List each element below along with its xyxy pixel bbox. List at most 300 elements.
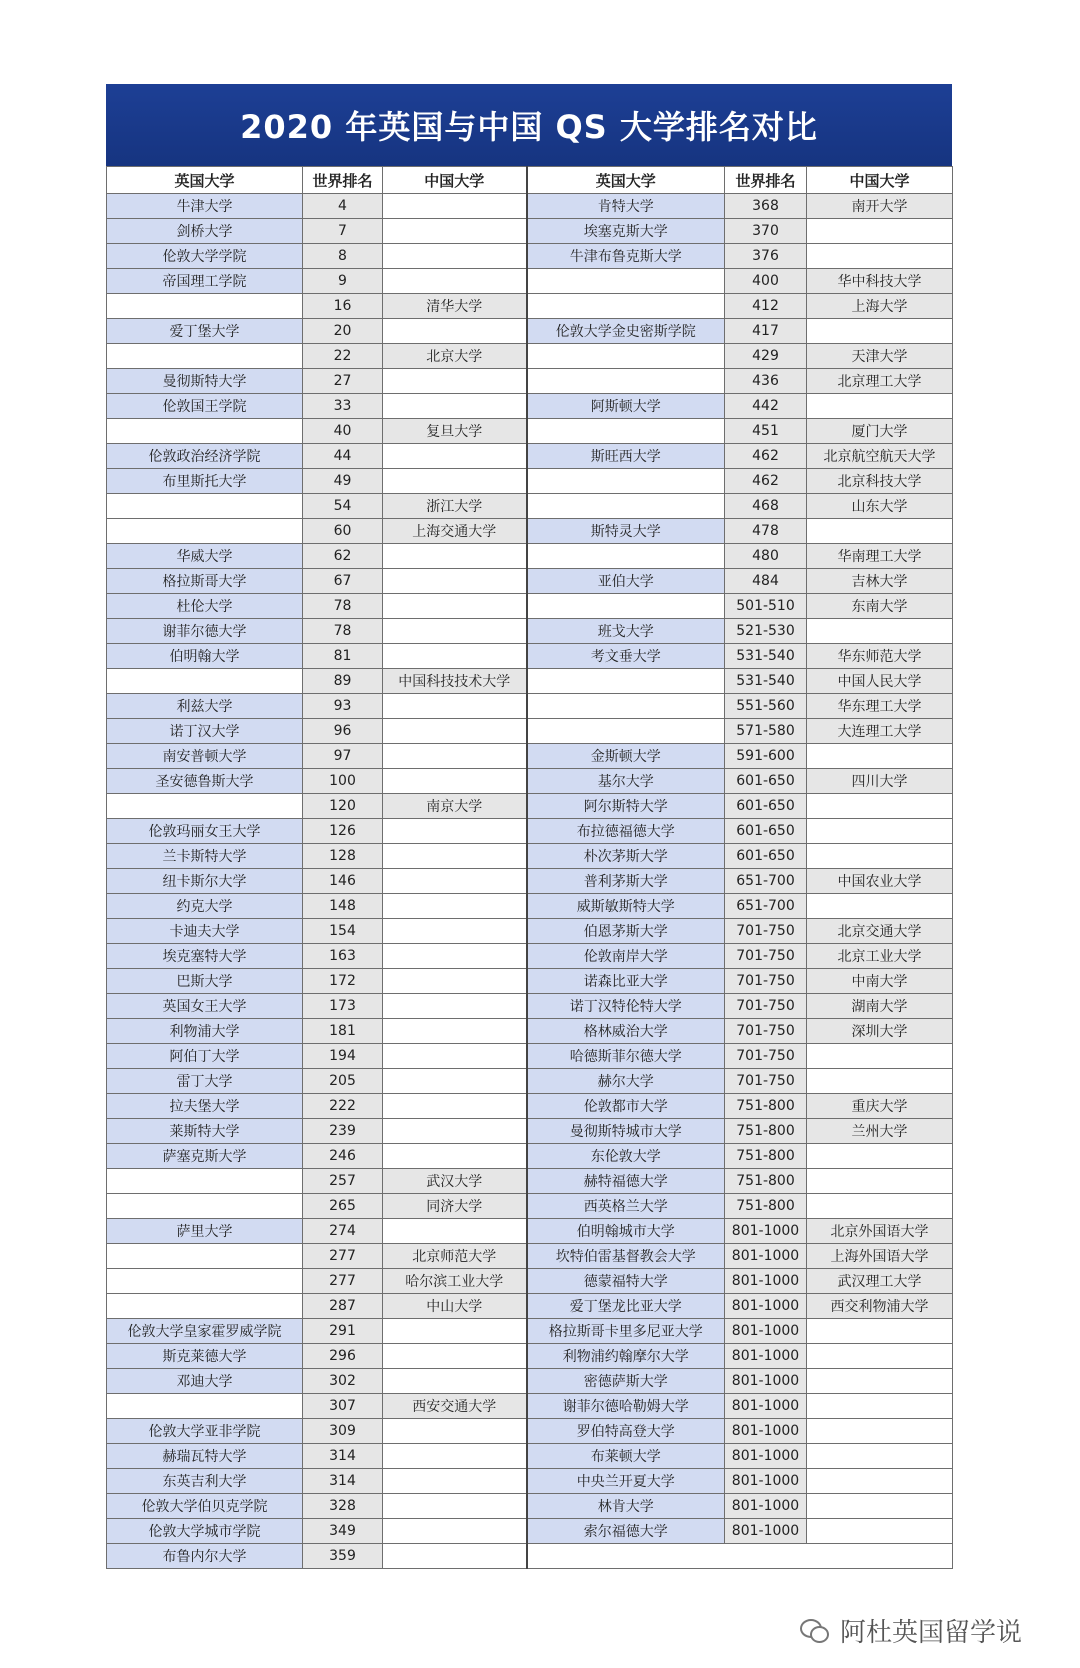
world-rank-cell: 49 [303, 469, 383, 494]
cn-university-cell [383, 369, 527, 394]
table-row [107, 1144, 953, 1169]
world-rank-cell: 20 [303, 319, 383, 344]
cn-university-cell: 北京外国语大学 [807, 1219, 953, 1244]
world-rank-cell: 462 [725, 469, 807, 494]
cn-university-cell: 北京理工大学 [807, 369, 953, 394]
cn-university-cell [807, 319, 953, 344]
world-rank-cell: 7 [303, 219, 383, 244]
uk-university-cell: 中央兰开夏大学 [527, 1469, 725, 1494]
table-body [107, 194, 953, 1569]
cn-university-cell [807, 619, 953, 644]
cn-university-cell: 上海大学 [807, 294, 953, 319]
cn-university-cell [383, 469, 527, 494]
world-rank-cell: 451 [725, 419, 807, 444]
table-row [107, 1444, 953, 1469]
uk-university-cell [107, 1269, 303, 1294]
uk-university-cell: 谢菲尔德哈勒姆大学 [527, 1394, 725, 1419]
uk-university-cell: 阿尔斯特大学 [527, 794, 725, 819]
uk-university-cell: 朴次茅斯大学 [527, 844, 725, 869]
uk-university-cell: 班戈大学 [527, 619, 725, 644]
cn-university-cell: 中国人民大学 [807, 669, 953, 694]
cn-university-cell [383, 819, 527, 844]
cn-university-cell: 华东理工大学 [807, 694, 953, 719]
uk-university-cell [527, 269, 725, 294]
table-row [107, 694, 953, 719]
table-row [107, 469, 953, 494]
world-rank-cell: 8 [303, 244, 383, 269]
world-rank-cell: 801-1000 [725, 1444, 807, 1469]
world-rank-cell: 571-580 [725, 719, 807, 744]
cn-university-cell [807, 1319, 953, 1344]
uk-university-cell: 东英吉利大学 [107, 1469, 303, 1494]
world-rank-cell: 801-1000 [725, 1344, 807, 1369]
table-row [107, 219, 953, 244]
world-rank-cell: 601-650 [725, 819, 807, 844]
uk-university-cell: 埃克塞特大学 [107, 944, 303, 969]
table-row [107, 1219, 953, 1244]
world-rank-cell: 801-1000 [725, 1294, 807, 1319]
world-rank-cell: 429 [725, 344, 807, 369]
world-rank-cell: 751-800 [725, 1169, 807, 1194]
world-rank-cell: 349 [303, 1519, 383, 1544]
table-row [107, 1019, 953, 1044]
world-rank-cell: 751-800 [725, 1119, 807, 1144]
cn-university-cell: 西安交通大学 [383, 1394, 527, 1419]
uk-university-cell: 德蒙福特大学 [527, 1269, 725, 1294]
world-rank-cell: 701-750 [725, 1069, 807, 1094]
uk-university-cell [527, 469, 725, 494]
uk-university-cell: 诺丁汉大学 [107, 719, 303, 744]
table-row [107, 519, 953, 544]
cn-university-cell [807, 1519, 953, 1544]
cn-university-cell [807, 1044, 953, 1069]
cn-university-cell [383, 319, 527, 344]
world-rank-cell: 222 [303, 1094, 383, 1119]
blank-cell [527, 1544, 953, 1569]
table-row [107, 869, 953, 894]
cn-university-cell [383, 944, 527, 969]
world-rank-cell: 400 [725, 269, 807, 294]
wechat-icon [800, 1619, 830, 1643]
uk-university-cell [107, 1294, 303, 1319]
cn-university-cell [807, 394, 953, 419]
table-row [107, 1294, 953, 1319]
cn-university-cell [383, 1069, 527, 1094]
world-rank-cell: 93 [303, 694, 383, 719]
cn-university-cell [807, 1394, 953, 1419]
cn-university-cell [807, 894, 953, 919]
table-row [107, 1394, 953, 1419]
cn-university-cell: 北京师范大学 [383, 1244, 527, 1269]
table-row [107, 1319, 953, 1344]
cn-university-cell [807, 1469, 953, 1494]
uk-university-cell: 亚伯大学 [527, 569, 725, 594]
cn-university-cell [807, 1369, 953, 1394]
world-rank-cell: 67 [303, 569, 383, 594]
cn-university-cell [383, 969, 527, 994]
uk-university-cell [107, 519, 303, 544]
uk-university-cell: 剑桥大学 [107, 219, 303, 244]
cn-university-cell [383, 994, 527, 1019]
world-rank-cell: 309 [303, 1419, 383, 1444]
cn-university-cell [383, 719, 527, 744]
cn-university-cell: 上海交通大学 [383, 519, 527, 544]
world-rank-cell: 265 [303, 1194, 383, 1219]
cn-university-cell: 华中科技大学 [807, 269, 953, 294]
table-row [107, 819, 953, 844]
world-rank-cell: 302 [303, 1369, 383, 1394]
uk-university-cell: 利物浦大学 [107, 1019, 303, 1044]
world-rank-cell: 480 [725, 544, 807, 569]
ranking-table [106, 166, 953, 1569]
uk-university-cell: 西英格兰大学 [527, 1194, 725, 1219]
table-row [107, 344, 953, 369]
cn-university-cell: 天津大学 [807, 344, 953, 369]
table-row [107, 644, 953, 669]
table-row [107, 244, 953, 269]
world-rank-cell: 701-750 [725, 969, 807, 994]
cn-university-cell: 北京航空航天大学 [807, 444, 953, 469]
uk-university-cell: 布莱顿大学 [527, 1444, 725, 1469]
uk-university-cell: 伯恩茅斯大学 [527, 919, 725, 944]
header-world-rank-right: 世界排名 [725, 167, 807, 194]
world-rank-cell: 551-560 [725, 694, 807, 719]
uk-university-cell: 金斯顿大学 [527, 744, 725, 769]
world-rank-cell: 484 [725, 569, 807, 594]
uk-university-cell: 曼彻斯特大学 [107, 369, 303, 394]
table-row [107, 1419, 953, 1444]
cn-university-cell [807, 1069, 953, 1094]
table-row [107, 619, 953, 644]
uk-university-cell [107, 1194, 303, 1219]
uk-university-cell: 拉夫堡大学 [107, 1094, 303, 1119]
uk-university-cell: 雷丁大学 [107, 1069, 303, 1094]
uk-university-cell: 伦敦南岸大学 [527, 944, 725, 969]
uk-university-cell: 曼彻斯特城市大学 [527, 1119, 725, 1144]
cn-university-cell [807, 1344, 953, 1369]
header-cn-university-right: 中国大学 [807, 167, 953, 194]
uk-university-cell: 谢菲尔德大学 [107, 619, 303, 644]
uk-university-cell [107, 494, 303, 519]
world-rank-cell: 531-540 [725, 669, 807, 694]
world-rank-cell: 100 [303, 769, 383, 794]
world-rank-cell: 81 [303, 644, 383, 669]
table-row [107, 1469, 953, 1494]
cn-university-cell [383, 244, 527, 269]
cn-university-cell: 复旦大学 [383, 419, 527, 444]
uk-university-cell: 布鲁内尔大学 [107, 1544, 303, 1569]
uk-university-cell [107, 794, 303, 819]
table-row [107, 794, 953, 819]
table-row [107, 1094, 953, 1119]
world-rank-cell: 701-750 [725, 1019, 807, 1044]
cn-university-cell: 吉林大学 [807, 569, 953, 594]
cn-university-cell: 厦门大学 [807, 419, 953, 444]
cn-university-cell [807, 819, 953, 844]
cn-university-cell [383, 1519, 527, 1544]
table-row [107, 1194, 953, 1219]
uk-university-cell [527, 294, 725, 319]
world-rank-cell: 442 [725, 394, 807, 419]
uk-university-cell: 诺森比亚大学 [527, 969, 725, 994]
uk-university-cell: 斯克莱德大学 [107, 1344, 303, 1369]
table-row [107, 594, 953, 619]
uk-university-cell: 巴斯大学 [107, 969, 303, 994]
world-rank-cell: 651-700 [725, 894, 807, 919]
cn-university-cell: 南京大学 [383, 794, 527, 819]
table-row [107, 1244, 953, 1269]
cn-university-cell: 清华大学 [383, 294, 527, 319]
world-rank-cell: 274 [303, 1219, 383, 1244]
cn-university-cell [383, 1444, 527, 1469]
watermark [800, 1612, 1022, 1649]
world-rank-cell: 239 [303, 1119, 383, 1144]
uk-university-cell: 布里斯托大学 [107, 469, 303, 494]
cn-university-cell: 四川大学 [807, 769, 953, 794]
cn-university-cell [807, 744, 953, 769]
uk-university-cell: 伦敦大学亚非学院 [107, 1419, 303, 1444]
cn-university-cell [807, 1444, 953, 1469]
world-rank-cell: 27 [303, 369, 383, 394]
uk-university-cell [527, 719, 725, 744]
uk-university-cell: 伦敦大学伯贝克学院 [107, 1494, 303, 1519]
table-row [107, 1169, 953, 1194]
cn-university-cell [383, 869, 527, 894]
uk-university-cell [527, 694, 725, 719]
cn-university-cell [383, 1469, 527, 1494]
cn-university-cell [383, 1019, 527, 1044]
table-row [107, 994, 953, 1019]
uk-university-cell [107, 344, 303, 369]
uk-university-cell: 格拉斯哥卡里多尼亚大学 [527, 1319, 725, 1344]
uk-university-cell: 罗伯特高登大学 [527, 1419, 725, 1444]
table-row [107, 544, 953, 569]
cn-university-cell: 中山大学 [383, 1294, 527, 1319]
uk-university-cell: 考文垂大学 [527, 644, 725, 669]
cn-university-cell [807, 519, 953, 544]
cn-university-cell [383, 1419, 527, 1444]
world-rank-cell: 287 [303, 1294, 383, 1319]
ranking-sheet [106, 84, 952, 1569]
uk-university-cell: 伯明翰大学 [107, 644, 303, 669]
world-rank-cell: 120 [303, 794, 383, 819]
table-row [107, 769, 953, 794]
uk-university-cell: 伦敦国王学院 [107, 394, 303, 419]
cn-university-cell [383, 919, 527, 944]
cn-university-cell [383, 694, 527, 719]
cn-university-cell [383, 1044, 527, 1069]
table-row [107, 294, 953, 319]
table-row [107, 319, 953, 344]
uk-university-cell [527, 494, 725, 519]
world-rank-cell: 172 [303, 969, 383, 994]
world-rank-cell: 277 [303, 1269, 383, 1294]
cn-university-cell [807, 1194, 953, 1219]
cn-university-cell: 同济大学 [383, 1194, 527, 1219]
world-rank-cell: 257 [303, 1169, 383, 1194]
world-rank-cell: 801-1000 [725, 1519, 807, 1544]
uk-university-cell: 哈德斯菲尔德大学 [527, 1044, 725, 1069]
uk-university-cell: 纽卡斯尔大学 [107, 869, 303, 894]
cn-university-cell [383, 894, 527, 919]
uk-university-cell: 圣安德鲁斯大学 [107, 769, 303, 794]
uk-university-cell: 华威大学 [107, 544, 303, 569]
cn-university-cell: 北京科技大学 [807, 469, 953, 494]
uk-university-cell [107, 1169, 303, 1194]
cn-university-cell: 大连理工大学 [807, 719, 953, 744]
table-row [107, 669, 953, 694]
table-row [107, 1044, 953, 1069]
cn-university-cell [383, 1219, 527, 1244]
uk-university-cell [107, 419, 303, 444]
cn-university-cell: 北京大学 [383, 344, 527, 369]
uk-university-cell: 斯旺西大学 [527, 444, 725, 469]
table-row [107, 419, 953, 444]
cn-university-cell [383, 1144, 527, 1169]
world-rank-cell: 359 [303, 1544, 383, 1569]
uk-university-cell: 阿伯丁大学 [107, 1044, 303, 1069]
table-row [107, 494, 953, 519]
table-row [107, 719, 953, 744]
uk-university-cell: 爱丁堡大学 [107, 319, 303, 344]
table-row [107, 269, 953, 294]
header-row [107, 167, 953, 194]
world-rank-cell: 40 [303, 419, 383, 444]
world-rank-cell: 277 [303, 1244, 383, 1269]
cn-university-cell [383, 569, 527, 594]
world-rank-cell: 701-750 [725, 1044, 807, 1069]
world-rank-cell: 97 [303, 744, 383, 769]
cn-university-cell: 武汉大学 [383, 1169, 527, 1194]
uk-university-cell [107, 1244, 303, 1269]
cn-university-cell: 华南理工大学 [807, 544, 953, 569]
uk-university-cell [527, 544, 725, 569]
world-rank-cell: 462 [725, 444, 807, 469]
world-rank-cell: 296 [303, 1344, 383, 1369]
uk-university-cell: 格拉斯哥大学 [107, 569, 303, 594]
uk-university-cell: 伦敦大学皇家霍罗威学院 [107, 1319, 303, 1344]
cn-university-cell: 湖南大学 [807, 994, 953, 1019]
cn-university-cell [383, 1119, 527, 1144]
cn-university-cell: 南开大学 [807, 194, 953, 219]
cn-university-cell [383, 1494, 527, 1519]
world-rank-cell: 376 [725, 244, 807, 269]
uk-university-cell [527, 594, 725, 619]
uk-university-cell: 赫瑞瓦特大学 [107, 1444, 303, 1469]
table-row [107, 744, 953, 769]
world-rank-cell: 128 [303, 844, 383, 869]
uk-university-cell: 林肯大学 [527, 1494, 725, 1519]
uk-university-cell: 邓迪大学 [107, 1369, 303, 1394]
uk-university-cell [527, 369, 725, 394]
cn-university-cell [383, 269, 527, 294]
uk-university-cell: 斯特灵大学 [527, 519, 725, 544]
table-row [107, 1369, 953, 1394]
table-row [107, 369, 953, 394]
uk-university-cell: 赫尔大学 [527, 1069, 725, 1094]
cn-university-cell [383, 1319, 527, 1344]
watermark-text: 阿杜英国留学说 [840, 1618, 1023, 1648]
world-rank-cell: 146 [303, 869, 383, 894]
world-rank-cell: 531-540 [725, 644, 807, 669]
uk-university-cell [107, 294, 303, 319]
world-rank-cell: 54 [303, 494, 383, 519]
page-title [106, 84, 952, 166]
world-rank-cell: 801-1000 [725, 1319, 807, 1344]
table-row [107, 969, 953, 994]
world-rank-cell: 501-510 [725, 594, 807, 619]
uk-university-cell: 牛津布鲁克斯大学 [527, 244, 725, 269]
world-rank-cell: 62 [303, 544, 383, 569]
world-rank-cell: 601-650 [725, 769, 807, 794]
uk-university-cell: 伦敦大学金史密斯学院 [527, 319, 725, 344]
world-rank-cell: 801-1000 [725, 1269, 807, 1294]
uk-university-cell [527, 669, 725, 694]
uk-university-cell: 伦敦政治经济学院 [107, 444, 303, 469]
world-rank-cell: 478 [725, 519, 807, 544]
uk-university-cell: 利物浦约翰摩尔大学 [527, 1344, 725, 1369]
table-row [107, 1119, 953, 1144]
world-rank-cell: 651-700 [725, 869, 807, 894]
world-rank-cell: 126 [303, 819, 383, 844]
table-row [107, 1544, 953, 1569]
table-row [107, 919, 953, 944]
table-row [107, 194, 953, 219]
uk-university-cell [527, 344, 725, 369]
world-rank-cell: 328 [303, 1494, 383, 1519]
table-row [107, 1069, 953, 1094]
world-rank-cell: 96 [303, 719, 383, 744]
cn-university-cell [383, 594, 527, 619]
uk-university-cell: 肯特大学 [527, 194, 725, 219]
uk-university-cell: 英国女王大学 [107, 994, 303, 1019]
header-world-rank: 世界排名 [303, 167, 383, 194]
cn-university-cell: 浙江大学 [383, 494, 527, 519]
cn-university-cell [383, 769, 527, 794]
world-rank-cell: 751-800 [725, 1194, 807, 1219]
uk-university-cell: 杜伦大学 [107, 594, 303, 619]
uk-university-cell: 赫特福德大学 [527, 1169, 725, 1194]
world-rank-cell: 60 [303, 519, 383, 544]
uk-university-cell: 伯明翰城市大学 [527, 1219, 725, 1244]
uk-university-cell: 威斯敏斯特大学 [527, 894, 725, 919]
uk-university-cell: 爱丁堡龙比亚大学 [527, 1294, 725, 1319]
world-rank-cell: 521-530 [725, 619, 807, 644]
world-rank-cell: 751-800 [725, 1144, 807, 1169]
world-rank-cell: 412 [725, 294, 807, 319]
cn-university-cell [383, 1344, 527, 1369]
cn-university-cell [383, 644, 527, 669]
uk-university-cell: 普利茅斯大学 [527, 869, 725, 894]
uk-university-cell: 莱斯特大学 [107, 1119, 303, 1144]
world-rank-cell: 801-1000 [725, 1494, 807, 1519]
table-row [107, 1519, 953, 1544]
uk-university-cell: 布拉德福德大学 [527, 819, 725, 844]
cn-university-cell: 中南大学 [807, 969, 953, 994]
table-row [107, 844, 953, 869]
world-rank-cell: 801-1000 [725, 1394, 807, 1419]
cn-university-cell [807, 794, 953, 819]
title-text: 2020 年英国与中国 QS 大学排名对比 [240, 108, 818, 146]
world-rank-cell: 154 [303, 919, 383, 944]
table-row [107, 894, 953, 919]
cn-university-cell: 中国农业大学 [807, 869, 953, 894]
uk-university-cell: 埃塞克斯大学 [527, 219, 725, 244]
world-rank-cell: 163 [303, 944, 383, 969]
cn-university-cell: 西交利物浦大学 [807, 1294, 953, 1319]
uk-university-cell: 兰卡斯特大学 [107, 844, 303, 869]
world-rank-cell: 436 [725, 369, 807, 394]
